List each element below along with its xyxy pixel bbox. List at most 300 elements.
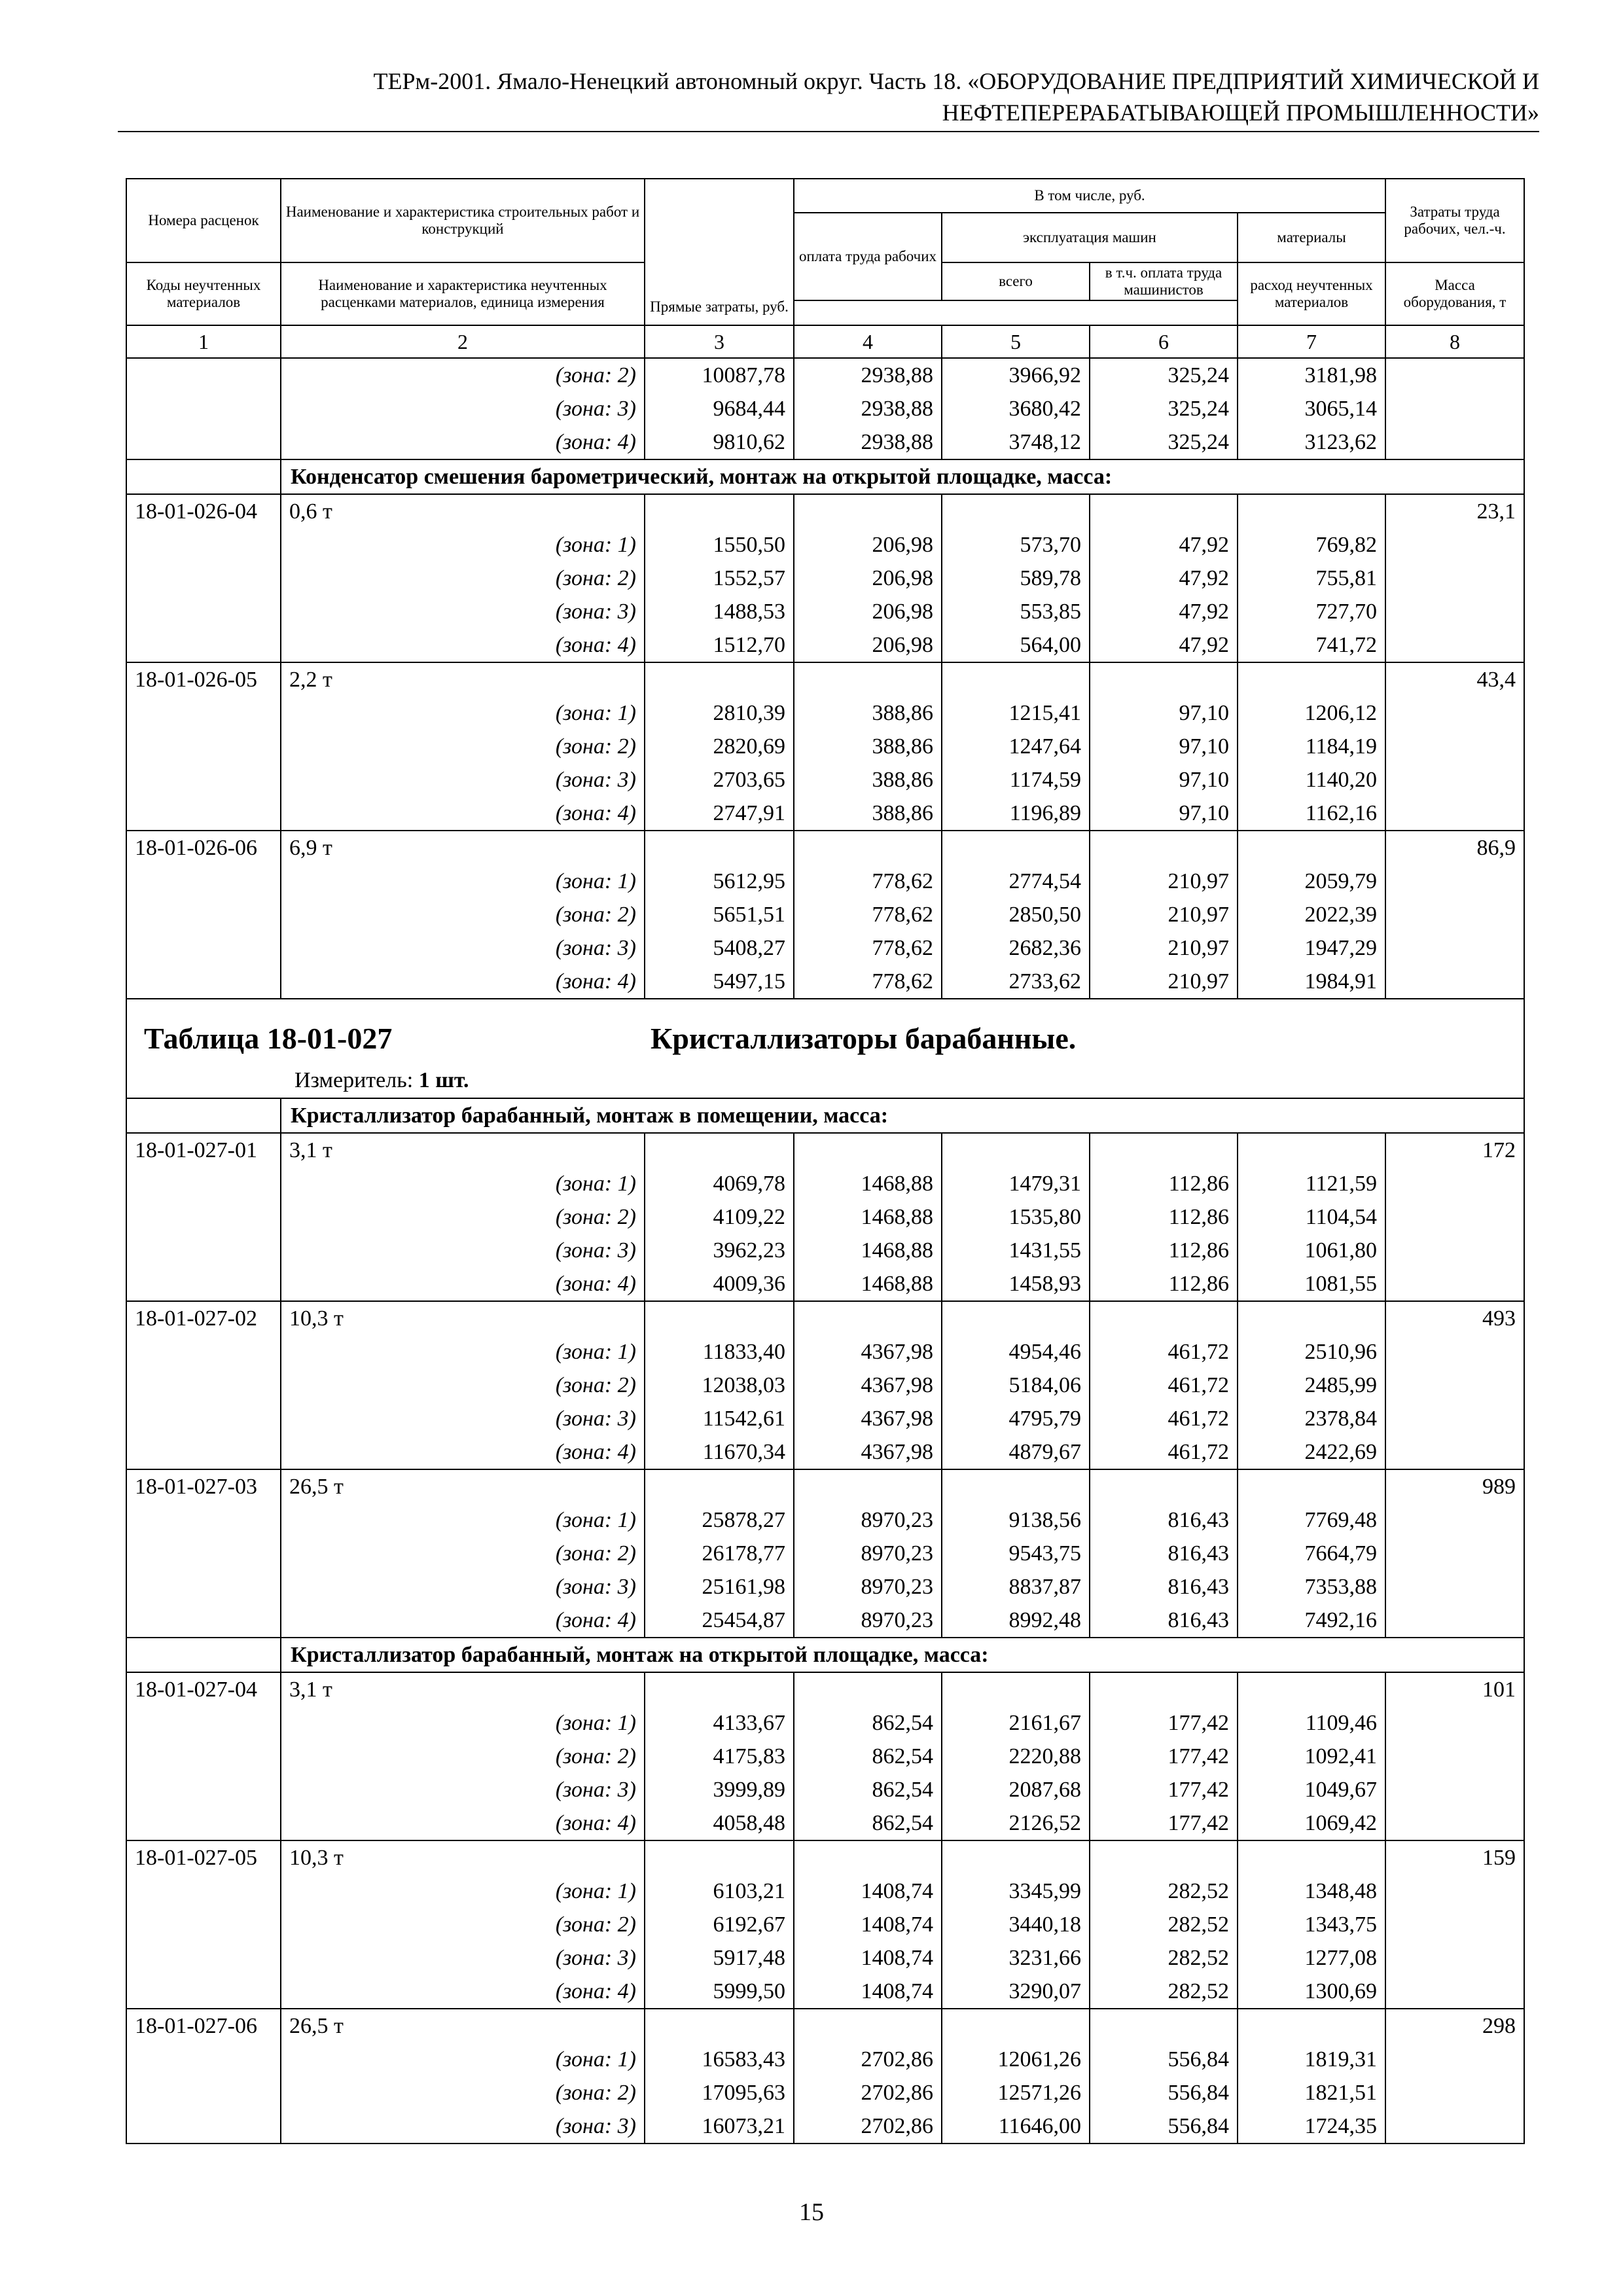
code-cell [126, 2043, 281, 2076]
group-title-row [126, 1638, 1524, 1672]
empty-cell [794, 1133, 942, 1167]
empty-cell [645, 494, 794, 528]
zone-label: (зона: 3) [281, 931, 645, 965]
value-cell-6: 461,72 [1090, 1435, 1238, 1469]
value-cell-7: 2378,84 [1238, 1402, 1385, 1435]
value-cell-4: 2702,86 [794, 2043, 942, 2076]
mass-cell [1385, 1773, 1524, 1806]
column-number-6: 6 [1090, 325, 1238, 358]
column-number-2: 2 [281, 325, 645, 358]
code-cell [126, 965, 281, 999]
empty-cell [1090, 1133, 1238, 1167]
group-code-spacer [126, 1098, 281, 1133]
zone-label: (зона: 3) [281, 1773, 645, 1806]
value-cell-7: 1300,69 [1238, 1975, 1385, 2009]
code-cell [126, 1908, 281, 1941]
value-cell-7: 1277,08 [1238, 1941, 1385, 1975]
value-cell-7: 7664,79 [1238, 1537, 1385, 1570]
value-cell-7: 1184,19 [1238, 730, 1385, 763]
value-cell-6: 461,72 [1090, 1402, 1238, 1435]
zone-row [126, 1537, 1524, 1570]
mass-cell [1385, 2043, 1524, 2076]
value-cell-7: 1061,80 [1238, 1234, 1385, 1267]
value-cell-7: 1947,29 [1238, 931, 1385, 965]
value-cell-6: 461,72 [1090, 1335, 1238, 1369]
zone-row [126, 1167, 1524, 1200]
zone-row [126, 1503, 1524, 1537]
zone-label: (зона: 3) [281, 2109, 645, 2144]
value-cell-4: 388,86 [794, 696, 942, 730]
value-cell-5: 1174,59 [942, 763, 1090, 797]
zone-label: (зона: 2) [281, 1740, 645, 1773]
code-cell [126, 528, 281, 562]
empty-cell [1090, 662, 1238, 696]
value-cell-5: 1479,31 [942, 1167, 1090, 1200]
value-cell-7: 1162,16 [1238, 797, 1385, 831]
col5-header: всего [942, 262, 1090, 300]
value-cell-7: 1092,41 [1238, 1740, 1385, 1773]
rate-code: 18-01-027-04 [126, 1672, 281, 1706]
empty-cell [645, 1840, 794, 1874]
value-cell-5: 3966,92 [942, 358, 1090, 392]
entry-row [126, 1672, 1524, 1706]
mass-cell [1385, 1435, 1524, 1469]
value-cell-5: 553,85 [942, 595, 1090, 628]
mass-cell [1385, 2109, 1524, 2144]
mass-cell [1385, 1369, 1524, 1402]
value-cell-6: 177,42 [1090, 1806, 1238, 1840]
code-cell [126, 595, 281, 628]
value-cell-7: 1140,20 [1238, 763, 1385, 797]
value-cell-4: 4367,98 [794, 1335, 942, 1369]
value-cell-3: 16073,21 [645, 2109, 794, 2144]
mass-cell [1385, 1604, 1524, 1638]
zone-row [126, 1706, 1524, 1740]
zone-label: (зона: 1) [281, 528, 645, 562]
zone-row [126, 797, 1524, 831]
value-cell-3: 12038,03 [645, 1369, 794, 1402]
zone-row [126, 730, 1524, 763]
zone-row [126, 1402, 1524, 1435]
value-cell-5: 3680,42 [942, 392, 1090, 425]
value-cell-5: 2161,67 [942, 1706, 1090, 1740]
empty-cell [645, 831, 794, 865]
code-cell [126, 865, 281, 898]
empty-cell [645, 2009, 794, 2043]
rate-code: 18-01-027-03 [126, 1469, 281, 1503]
col8-bottom-header: Масса оборудования, т [1385, 262, 1524, 325]
mass-cell [1385, 2076, 1524, 2109]
zone-label: (зона: 2) [281, 1369, 645, 1402]
value-cell-3: 4009,36 [645, 1267, 794, 1301]
value-cell-5: 1215,41 [942, 696, 1090, 730]
code-cell [126, 1570, 281, 1604]
table-title-block [127, 999, 1524, 1098]
value-cell-5: 1196,89 [942, 797, 1090, 831]
value-cell-6: 47,92 [1090, 562, 1238, 595]
value-cell-5: 11646,00 [942, 2109, 1090, 2144]
zone-label: (зона: 3) [281, 1402, 645, 1435]
value-cell-3: 9810,62 [645, 425, 794, 459]
zone-row [126, 2109, 1524, 2144]
code-cell [126, 1200, 281, 1234]
code-cell [126, 1402, 281, 1435]
zone-label: (зона: 3) [281, 1234, 645, 1267]
value-cell-5: 2087,68 [942, 1773, 1090, 1806]
table-name: Кристаллизаторы барабанные. [651, 1022, 1077, 1055]
empty-cell [1090, 1469, 1238, 1503]
rate-code: 18-01-027-02 [126, 1301, 281, 1335]
zone-row [126, 931, 1524, 965]
value-cell-3: 26178,77 [645, 1537, 794, 1570]
value-cell-7: 2022,39 [1238, 898, 1385, 931]
zone-label: (зона: 1) [281, 1874, 645, 1908]
code-cell [126, 2109, 281, 2144]
entry-row [126, 494, 1524, 528]
value-cell-3: 2747,91 [645, 797, 794, 831]
value-cell-5: 4879,67 [942, 1435, 1090, 1469]
value-cell-6: 325,24 [1090, 392, 1238, 425]
work-name: 10,3 т [281, 1301, 645, 1335]
empty-cell [645, 1301, 794, 1335]
empty-cell [794, 1840, 942, 1874]
value-cell-6: 325,24 [1090, 425, 1238, 459]
empty-cell [942, 2009, 1090, 2043]
empty-cell [1090, 1301, 1238, 1335]
empty-cell [942, 1133, 1090, 1167]
value-cell-7: 1104,54 [1238, 1200, 1385, 1234]
code-cell [126, 562, 281, 595]
value-cell-7: 3065,14 [1238, 392, 1385, 425]
col2-top-header: Наименование и характеристика строительных работ и конструкций [281, 179, 645, 262]
value-cell-3: 6103,21 [645, 1874, 794, 1908]
measure-value: 1 шт. [418, 1068, 469, 1092]
mass-cell [1385, 931, 1524, 965]
mass-cell [1385, 1335, 1524, 1369]
value-cell-5: 4795,79 [942, 1402, 1090, 1435]
value-cell-5: 2220,88 [942, 1740, 1090, 1773]
empty-cell [794, 662, 942, 696]
mass-cell [1385, 1570, 1524, 1604]
value-cell-7: 1069,42 [1238, 1806, 1385, 1840]
value-cell-3: 9684,44 [645, 392, 794, 425]
zone-row [126, 1570, 1524, 1604]
code-cell [126, 797, 281, 831]
mass-cell [1385, 1537, 1524, 1570]
incl-header: В том числе, руб. [794, 179, 1385, 213]
value-cell-3: 10087,78 [645, 358, 794, 392]
work-name: 26,5 т [281, 1469, 645, 1503]
value-cell-3: 1552,57 [645, 562, 794, 595]
empty-cell [1238, 1469, 1385, 1503]
value-cell-6: 177,42 [1090, 1773, 1238, 1806]
empty-cell [794, 1301, 942, 1335]
value-cell-7: 727,70 [1238, 595, 1385, 628]
empty-cell [794, 1672, 942, 1706]
entry-row [126, 1133, 1524, 1167]
value-cell-4: 862,54 [794, 1773, 942, 1806]
value-cell-4: 206,98 [794, 528, 942, 562]
code-cell [126, 1975, 281, 2009]
value-cell-5: 4954,46 [942, 1335, 1090, 1369]
column-number-3: 3 [645, 325, 794, 358]
column-number-1: 1 [126, 325, 281, 358]
zone-row [126, 1941, 1524, 1975]
value-cell-6: 47,92 [1090, 628, 1238, 662]
value-cell-6: 47,92 [1090, 528, 1238, 562]
value-cell-3: 5999,50 [645, 1975, 794, 2009]
empty-cell [645, 1672, 794, 1706]
value-cell-5: 3440,18 [942, 1908, 1090, 1941]
empty-cell [645, 1133, 794, 1167]
mass-value: 23,1 [1385, 494, 1524, 528]
group-code-spacer [126, 1638, 281, 1672]
value-cell-6: 112,86 [1090, 1167, 1238, 1200]
zone-label: (зона: 2) [281, 2076, 645, 2109]
zone-row [126, 1267, 1524, 1301]
zone-row [126, 1874, 1524, 1908]
code-cell [126, 1167, 281, 1200]
zone-label: (зона: 4) [281, 425, 645, 459]
value-cell-6: 112,86 [1090, 1234, 1238, 1267]
value-cell-3: 5612,95 [645, 865, 794, 898]
zone-label: (зона: 1) [281, 696, 645, 730]
empty-cell [942, 1840, 1090, 1874]
value-cell-5: 1458,93 [942, 1267, 1090, 1301]
group-title-row [126, 1098, 1524, 1133]
value-cell-6: 97,10 [1090, 696, 1238, 730]
value-cell-5: 12571,26 [942, 2076, 1090, 2109]
code-cell [126, 931, 281, 965]
zone-row [126, 965, 1524, 999]
value-cell-4: 1408,74 [794, 1908, 942, 1941]
value-cell-5: 8837,87 [942, 1570, 1090, 1604]
empty-cell [1238, 1301, 1385, 1335]
mass-cell [1385, 1740, 1524, 1773]
value-cell-7: 1821,51 [1238, 2076, 1385, 2109]
value-cell-4: 4367,98 [794, 1435, 942, 1469]
zone-label: (зона: 1) [281, 2043, 645, 2076]
empty-cell [794, 831, 942, 865]
mass-cell [1385, 628, 1524, 662]
empty-cell [1238, 1133, 1385, 1167]
empty-cell [942, 1672, 1090, 1706]
col3-header: Прямые затраты, руб. [645, 179, 794, 325]
mass-cell [1385, 898, 1524, 931]
value-cell-3: 25161,98 [645, 1570, 794, 1604]
value-cell-6: 556,84 [1090, 2043, 1238, 2076]
value-cell-6: 282,52 [1090, 1975, 1238, 2009]
mass-value: 43,4 [1385, 662, 1524, 696]
mass-cell [1385, 1200, 1524, 1234]
value-cell-5: 5184,06 [942, 1369, 1090, 1402]
mass-cell [1385, 763, 1524, 797]
value-cell-6: 177,42 [1090, 1706, 1238, 1740]
value-cell-7: 769,82 [1238, 528, 1385, 562]
empty-cell [942, 494, 1090, 528]
value-cell-4: 206,98 [794, 628, 942, 662]
value-cell-3: 1550,50 [645, 528, 794, 562]
value-cell-5: 2733,62 [942, 965, 1090, 999]
rate-code: 18-01-026-06 [126, 831, 281, 865]
zone-label: (зона: 2) [281, 358, 645, 392]
col8-top-header: Затраты труда рабочих, чел.-ч. [1385, 179, 1524, 262]
mass-cell [1385, 1706, 1524, 1740]
entry-row [126, 1469, 1524, 1503]
value-cell-6: 556,84 [1090, 2109, 1238, 2144]
code-cell [126, 1740, 281, 1773]
zone-row [126, 696, 1524, 730]
value-cell-5: 589,78 [942, 562, 1090, 595]
value-cell-7: 1724,35 [1238, 2109, 1385, 2144]
empty-cell [1090, 1840, 1238, 1874]
zone-row [126, 425, 1524, 459]
header-line-2: НЕФТЕПЕРЕРАБАТЫВАЮЩЕЙ ПРОМЫШЛЕННОСТИ» [942, 99, 1539, 126]
mass-cell [1385, 562, 1524, 595]
value-cell-7: 3123,62 [1238, 425, 1385, 459]
value-cell-5: 2774,54 [942, 865, 1090, 898]
zone-label: (зона: 1) [281, 1335, 645, 1369]
mass-cell [1385, 1806, 1524, 1840]
empty-cell [1238, 1672, 1385, 1706]
zone-row [126, 1335, 1524, 1369]
empty-cell [1238, 2009, 1385, 2043]
empty-cell [794, 2009, 942, 2043]
header-rule [118, 131, 1539, 132]
machines-header: эксплуатация машин [942, 213, 1238, 262]
value-cell-3: 3999,89 [645, 1773, 794, 1806]
zone-row [126, 1369, 1524, 1402]
value-cell-5: 3290,07 [942, 1975, 1090, 2009]
zone-row [126, 1908, 1524, 1941]
col7-header: расход неучтенных материалов [1238, 262, 1385, 325]
value-cell-4: 2938,88 [794, 392, 942, 425]
zone-label: (зона: 1) [281, 1503, 645, 1537]
column-number-4: 4 [794, 325, 942, 358]
empty-cell [1238, 494, 1385, 528]
header-line-1: ТЕРм-2001. Ямало-Ненецкий автономный округ. Часть 18. «ОБОРУДОВАНИЕ ПРЕДПРИЯТИЙ ХИМИЧЕСКОЙ И [373, 68, 1539, 94]
zone-row [126, 763, 1524, 797]
value-cell-6: 282,52 [1090, 1874, 1238, 1908]
value-cell-6: 816,43 [1090, 1570, 1238, 1604]
column-number-8: 8 [1385, 325, 1524, 358]
zone-label: (зона: 2) [281, 898, 645, 931]
zone-label: (зона: 1) [281, 1167, 645, 1200]
code-cell [126, 392, 281, 425]
empty-cell [794, 1469, 942, 1503]
table-title-cell [126, 999, 1524, 1098]
code-cell [126, 1806, 281, 1840]
code-cell [126, 1706, 281, 1740]
value-cell-7: 2422,69 [1238, 1435, 1385, 1469]
mass-cell [1385, 865, 1524, 898]
value-cell-4: 1468,88 [794, 1267, 942, 1301]
zone-row [126, 1806, 1524, 1840]
value-cell-5: 573,70 [942, 528, 1090, 562]
mass-cell [1385, 1267, 1524, 1301]
value-cell-6: 112,86 [1090, 1200, 1238, 1234]
value-cell-4: 8970,23 [794, 1570, 942, 1604]
work-name: 2,2 т [281, 662, 645, 696]
entry-row [126, 1840, 1524, 1874]
work-name: 26,5 т [281, 2009, 645, 2043]
zone-row [126, 1773, 1524, 1806]
value-cell-5: 8992,48 [942, 1604, 1090, 1638]
zone-row [126, 1435, 1524, 1469]
zone-label: (зона: 3) [281, 595, 645, 628]
rate-code: 18-01-026-04 [126, 494, 281, 528]
mass-cell [1385, 1874, 1524, 1908]
code-cell [126, 1335, 281, 1369]
value-cell-7: 1348,48 [1238, 1874, 1385, 1908]
value-cell-5: 12061,26 [942, 2043, 1090, 2076]
code-cell [126, 696, 281, 730]
zone-row [126, 1200, 1524, 1234]
value-cell-6: 282,52 [1090, 1941, 1238, 1975]
value-cell-4: 862,54 [794, 1806, 942, 1840]
zone-label: (зона: 3) [281, 392, 645, 425]
group-title-row [126, 459, 1524, 494]
entry-row [126, 662, 1524, 696]
value-cell-4: 2702,86 [794, 2076, 942, 2109]
rate-code: 18-01-027-05 [126, 1840, 281, 1874]
value-cell-6: 282,52 [1090, 1908, 1238, 1941]
table-title-row [126, 999, 1524, 1098]
table-body [126, 358, 1524, 2144]
value-cell-5: 2850,50 [942, 898, 1090, 931]
mass-value: 298 [1385, 2009, 1524, 2043]
value-cell-6: 210,97 [1090, 898, 1238, 931]
mass-value: 989 [1385, 1469, 1524, 1503]
zone-label: (зона: 1) [281, 865, 645, 898]
code-cell [126, 763, 281, 797]
table-code: Таблица 18-01-027 [144, 1022, 393, 1055]
zone-label: (зона: 3) [281, 1941, 645, 1975]
value-cell-6: 816,43 [1090, 1604, 1238, 1638]
value-cell-4: 206,98 [794, 562, 942, 595]
value-cell-4: 4367,98 [794, 1369, 942, 1402]
value-cell-5: 3231,66 [942, 1941, 1090, 1975]
zone-label: (зона: 2) [281, 1537, 645, 1570]
value-cell-3: 4109,22 [645, 1200, 794, 1234]
value-cell-7: 2485,99 [1238, 1369, 1385, 1402]
value-cell-3: 16583,43 [645, 2043, 794, 2076]
value-cell-4: 388,86 [794, 763, 942, 797]
zone-row [126, 562, 1524, 595]
mass-cell [1385, 425, 1524, 459]
value-cell-5: 2126,52 [942, 1806, 1090, 1840]
zone-label: (зона: 3) [281, 1570, 645, 1604]
value-cell-3: 1512,70 [645, 628, 794, 662]
zone-label: (зона: 4) [281, 965, 645, 999]
value-cell-4: 206,98 [794, 595, 942, 628]
work-name: 3,1 т [281, 1133, 645, 1167]
empty-cell [1238, 831, 1385, 865]
empty-cell [1238, 662, 1385, 696]
value-cell-3: 6192,67 [645, 1908, 794, 1941]
value-cell-4: 388,86 [794, 797, 942, 831]
value-cell-4: 778,62 [794, 898, 942, 931]
empty-cell [942, 1469, 1090, 1503]
value-cell-4: 2702,86 [794, 2109, 942, 2144]
value-cell-6: 461,72 [1090, 1369, 1238, 1402]
rate-code: 18-01-027-01 [126, 1133, 281, 1167]
mass-value: 493 [1385, 1301, 1524, 1335]
value-cell-4: 1408,74 [794, 1941, 942, 1975]
value-cell-7: 3181,98 [1238, 358, 1385, 392]
value-cell-5: 1535,80 [942, 1200, 1090, 1234]
group-title: Кристаллизатор барабанный, монтаж в помещении, масса: [281, 1098, 1524, 1133]
